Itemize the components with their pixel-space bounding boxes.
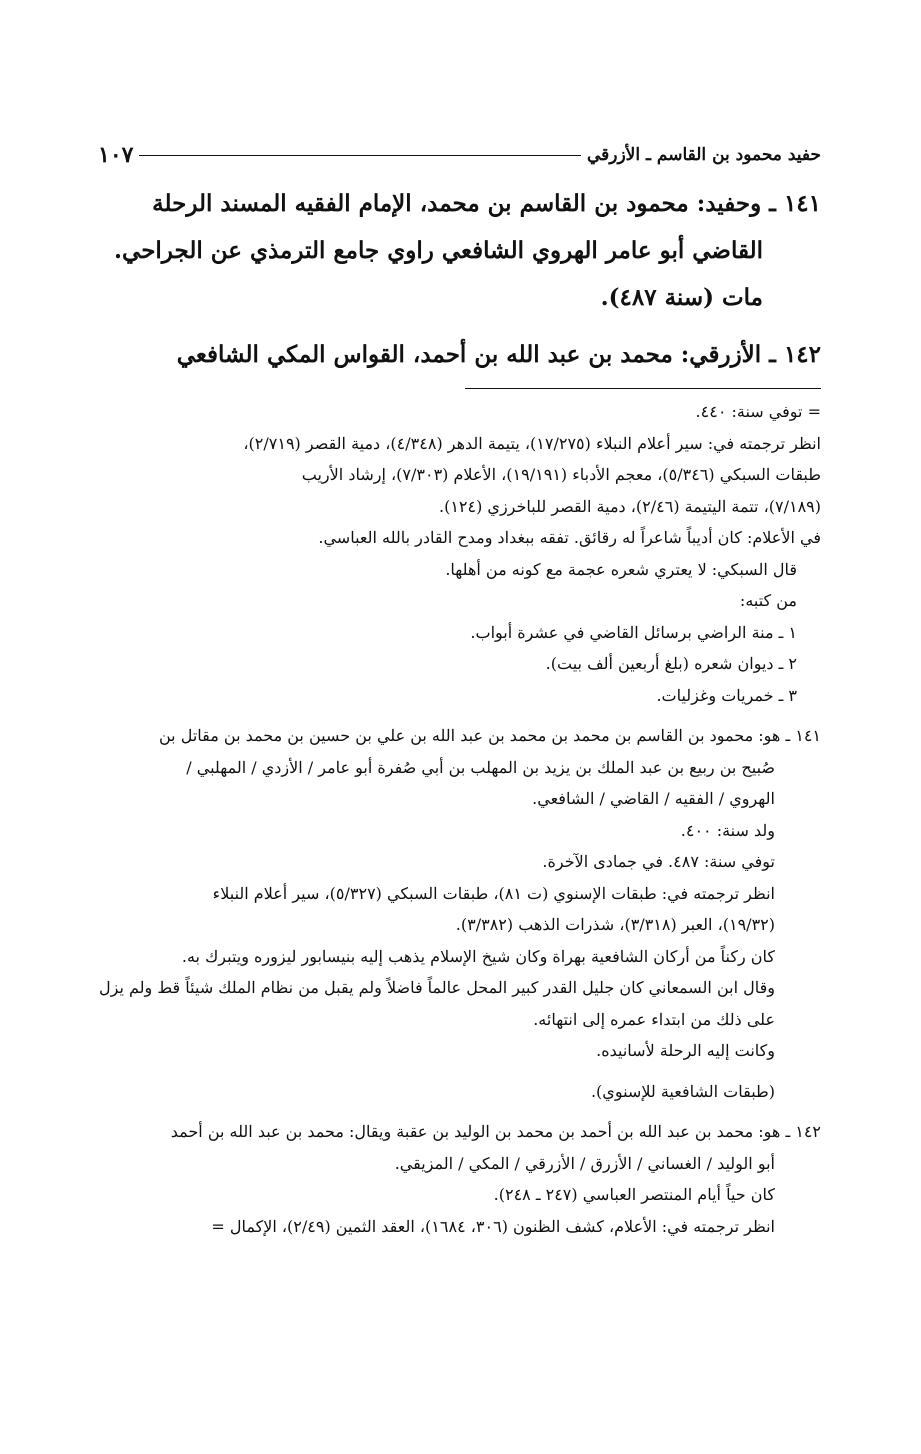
footnotes [94, 396, 821, 1242]
footnote-line: الهروي / الفقيه / القاضي / الشافعي. [532, 789, 775, 808]
footnote-list-item: ٢ ـ ديوان شعره (بلغ أربعين ألف بيت). [545, 654, 797, 673]
footnote-line: توفي سنة: ٤٨٧. في جمادى الآخرة. [542, 852, 775, 871]
header-rule [139, 155, 581, 156]
footnote-separator [465, 388, 821, 389]
entry-141-line-3: مات (سنة ٤٨٧). [600, 284, 763, 311]
footnote-line: كان ركناً من أركان الشافعية بهراة وكان شيخ الإسلام يذهب إليه بنيسابور ليزوره ويتبرك به. [181, 946, 775, 966]
entry-141-line-2: القاضي أبو عامر الهروي الشافعي راوي جامع الترمذي عن الجراحي. [114, 237, 763, 264]
entry-142 [98, 331, 821, 378]
entry-141 [98, 180, 821, 321]
footnote-source: (طبقات الشافعية للإسنوي). [590, 1081, 775, 1101]
footnote-line: طبقات السبكي (٥/٣٤٦)، معجم الأدباء (١٩/١٩١)، الأعلام (٧/٣٠٣)، إرشاد الأريب [301, 465, 821, 484]
footnote-line: قال السبكي: لا يعتري شعره عجمة مع كونه من أهلها. [445, 559, 797, 579]
page-header [98, 140, 821, 170]
footnote-line: من كتبه: [739, 591, 797, 610]
footnote-line: انظر ترجمته في: الأعلام، كشف الظنون (٣٠٦، ١٦٨٤)، العقد الثمين (٢/٤٩)، الإكمال = [211, 1216, 775, 1236]
footnote-line: على ذلك من ابتداء عمره إلى انتهائه. [533, 1009, 775, 1029]
footnote-line: في الأعلام: كان أديباً شاعراً له رقائق. تفقه ببغداد ومدح القادر بالله العباسي. [318, 528, 821, 547]
footnote-line: انظر ترجمته في: طبقات الإسنوي (ت ٨١)، طبقات السبكي (٥/٣٢٧)، سير أعلام النبلاء [212, 883, 775, 903]
footnote-line: كان حياً أيام المنتصر العباسي (٢٤٧ ـ ٢٤٨). [493, 1185, 775, 1204]
entry-141-line-1: ١٤١ ـ وحفيد: محمود بن القاسم بن محمد، الإمام الفقيه المسند الرحلة [152, 190, 821, 217]
footnote-list-item: ١ ـ منة الراضي برسائل القاضي في عشرة أبواب. [470, 622, 797, 642]
footnote-list-item: ٣ ـ خمريات وغزليات. [656, 685, 797, 705]
main-text [98, 180, 821, 378]
running-head: حفيد محمود بن القاسم ـ الأزرقي [586, 145, 821, 165]
footnote-line: ولد سنة: ٤٠٠. [680, 820, 775, 840]
footnote-line: وكانت إليه الرحلة لأسانيده. [596, 1041, 775, 1060]
footnote-line: (٧/١٨٩)، تتمة اليتيمة (٢/٤٦)، دمية القصر للباخرزي (١٢٤). [438, 496, 821, 516]
footnote-continuation-line: = توفي سنة: ٤٤٠. [695, 402, 821, 421]
footnote-line: أبو الوليد / الغساني / الأزرق / الأزرقي / المكي / المزيقي. [394, 1153, 775, 1173]
footnote-line: (١٩/٣٢)، العبر (٣/٣١٨)، شذرات الذهب (٣/٣٨٢). [455, 915, 775, 934]
footnote-141-start: ١٤١ ـ هو: محمود بن القاسم بن محمد بن محمد بن عبد الله بن علي بن حسين بن محمد بن مقاتل بن [158, 726, 821, 745]
footnote-line: صُبيح بن ربيع بن عبد الملك بن يزيد بن المهلب بن أبي صُفرة أبو عامر / الأزدي / المهلبي / [186, 757, 775, 777]
footnote-line: انظر ترجمته في: سير أعلام النبلاء (١٧/٢٧٥)، يتيمة الدهر (٤/٣٤٨)، دمية القصر (٢/٧١٩)، [243, 433, 821, 453]
footnote-line: وقال ابن السمعاني كان جليل القدر كبير المحل عالماً فاضلاً ولم يقبل من نظام الملك شيئاً قط ولم يزل [99, 978, 775, 997]
entry-142-line-1: ١٤٢ ـ الأزرقي: محمد بن عبد الله بن أحمد، القواس المكي الشافعي [176, 341, 821, 368]
page-number: ١٠٧ [98, 142, 134, 168]
footnote-142-start: ١٤٢ ـ هو: محمد بن عبد الله بن أحمد بن محمد بن الوليد بن عقبة ويقال: محمد بن عبد الله بن أحمد [170, 1122, 821, 1141]
